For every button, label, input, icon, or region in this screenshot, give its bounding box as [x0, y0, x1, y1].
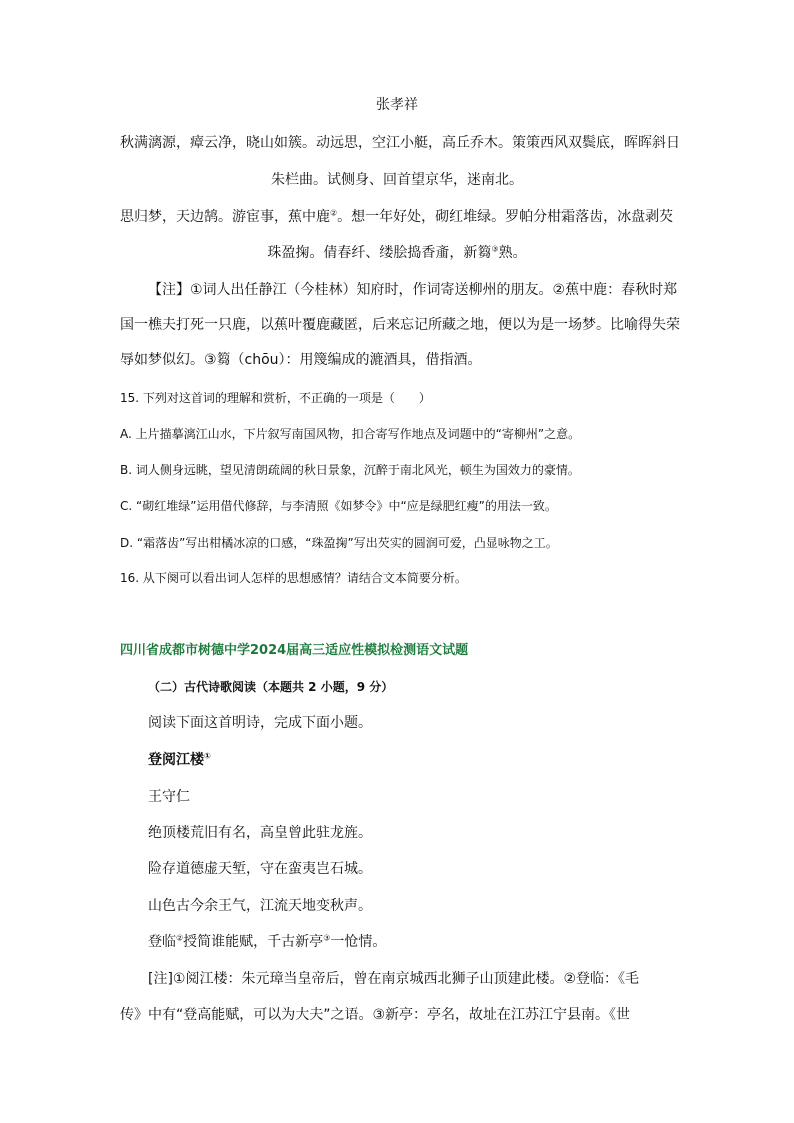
poem2-line: 山色古今余王气，江流天地变秋声。 [148, 898, 372, 914]
poem2-line: 险存道德虚天堑，守在蛮夷岂石城。 [148, 861, 372, 877]
poem2-author: 王守仁 [148, 789, 190, 805]
poem2-line: 绝顶楼荒旧有名，高皇曾此驻龙旌。 [148, 825, 372, 841]
poem-line-part: 。想一年好处，砌红堆绿。罗帕分柑霜落齿，冰盘剥芡 [337, 209, 674, 225]
poem-line-part: 一怆情。 [330, 934, 387, 950]
poem1-author: 张孝祥 [376, 97, 418, 113]
poem2-title-text: 登阅江楼 [148, 752, 204, 768]
instruction: 阅读下面这首明诗，完成下面小题。 [148, 715, 372, 731]
poem1-note-line: 辱如梦似幻。③篘（chōu）：用篾编成的漉酒具，借指酒。 [120, 352, 482, 368]
poem-line-part: 登临 [148, 934, 176, 950]
source-title: 四川省成都市树德中学2024届高三适应性模拟检测语文试题 [120, 643, 469, 658]
poem-line: 秋满漓源，瘴云净，晓山如簇。动远思，空江小艇，高丘乔木。策策西风双鬓底，晖晖斜日 [120, 135, 680, 151]
option-b: B. 词人侧身远眺，望见清朗疏阔的秋日景象，沉醉于南北风光，顿生为国效力的豪情。 [120, 463, 580, 477]
poem-line-part: 思归梦，天边鹄。游宦事，蕉中鹿 [120, 209, 330, 225]
footnote-mark: ② [176, 933, 184, 943]
poem-line [120, 207, 673, 227]
poem2-note-line: 传》中有“登高能赋，可以为大夫”之语。③新亭：亭名，故址在江苏江宁县南。《世 [120, 1007, 631, 1023]
question-15: 15. 下列对这首词的理解和赏析，不正确的一项是（ ） [120, 391, 431, 405]
poem-line [0, 243, 794, 263]
poem2-note-line: [注]①阅江楼：朱元璋当皇帝后，曾在南京城西北狮子山顶建此楼。②登临：《毛 [148, 971, 640, 987]
poem1-note-line: 【注】①词人出任静江（今桂林）知府时，作词寄送柳州的朋友。②蕉中鹿：春秋时郑 [148, 282, 678, 298]
poem-line-part: 授简谁能赋，千古新亭 [183, 934, 324, 950]
poem-line-part: 珠盈掬。倩春纤、缕脍捣香齑，新篘 [267, 245, 492, 261]
poem2-title [148, 750, 211, 770]
footnote-mark: ③ [323, 933, 331, 943]
footnote-mark: ① [204, 751, 211, 761]
poem1-note-line: 国一樵夫打死一只鹿，以蕉叶覆鹿藏匿，后来忘记所藏之地，便以为是一场梦。比喻得失荣 [120, 317, 680, 333]
footnote-mark: ③ [491, 244, 499, 254]
option-c: C. “砌红堆绿”运用借代修辞，与李清照《如梦令》中“应是绿肥红瘦”的用法一致。 [120, 499, 557, 513]
option-a: A. 上片描摹漓江山水，下片叙写南国风物，扣合寄写作地点及词题中的“寄柳州”之意。 [120, 427, 581, 441]
section-heading: （二）古代诗歌阅读（本题共 2 小题，9 分） [148, 680, 394, 694]
question-16: 16. 从下阕可以看出词人怎样的思想感情？请结合文本简要分析。 [120, 571, 467, 585]
poem-line-part: 熟。 [498, 245, 527, 261]
footnote-mark: ② [330, 208, 338, 218]
poem2-line [148, 932, 386, 952]
poem-line: 朱栏曲。试侧身、回首望京华，迷南北。 [271, 172, 523, 188]
option-d: D. “霜落齿”写出柑橘冰凉的口感，“珠盈掬”写出芡实的圆润可爱，凸显咏物之工。 [120, 536, 558, 550]
